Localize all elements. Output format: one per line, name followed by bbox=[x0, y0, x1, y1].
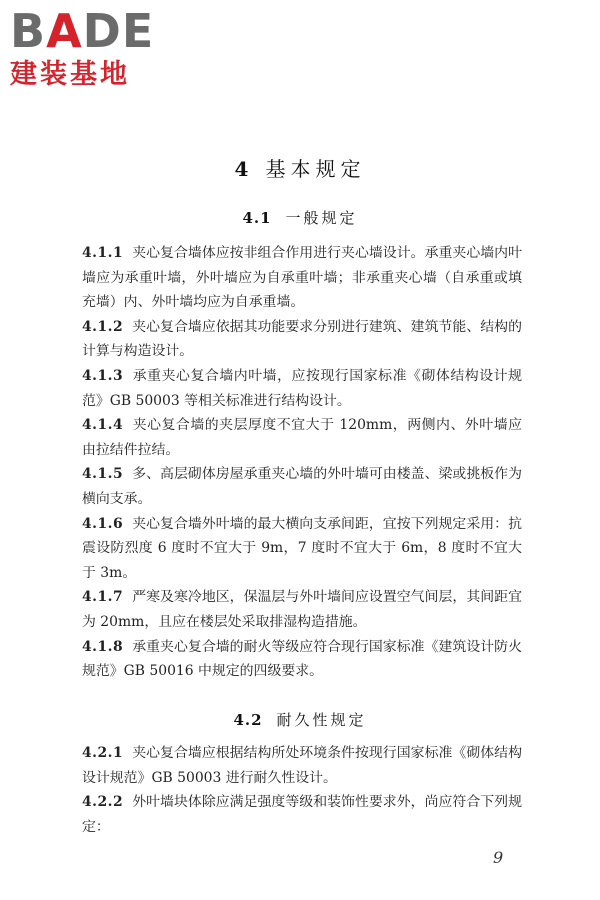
clause-number: 4.1.5 bbox=[82, 466, 124, 483]
clause-number: 4.1.7 bbox=[82, 589, 124, 606]
clause-text: 夹心复合墙应依据其功能要求分别进行建筑、建筑节能、结构的计算与构造设计。 bbox=[82, 318, 522, 360]
section-title bbox=[0, 207, 600, 228]
clause-text: 夹心复合墙体应按非组合作用进行夹心墙设计。承重夹心墙内叶墙应为承重叶墙，外叶墙应为自承重叶墙；非承重夹心墙（自承重或填充墙）内、外叶墙均应为自承重墙。 bbox=[82, 245, 522, 311]
page-number: 9 bbox=[493, 848, 504, 867]
logo-subtitle: 建装基地 bbox=[10, 59, 130, 90]
chapter-number: 4 bbox=[234, 157, 254, 181]
clause-number: 4.1.2 bbox=[82, 318, 124, 335]
logo-letter-accent: A bbox=[46, 4, 83, 58]
clause-4-1-1 bbox=[82, 241, 522, 315]
section-number: 4.1 bbox=[242, 209, 272, 227]
clause-text: 多、高层砌体房屋承重夹心墙的外叶墙可由楼盖、梁或挑板作为横向支承。 bbox=[82, 466, 522, 507]
chapter-title-text: 基本规定 bbox=[265, 157, 366, 181]
section-title bbox=[0, 709, 600, 730]
clause-number: 4.1.4 bbox=[82, 417, 124, 434]
clause-number: 4.2.1 bbox=[82, 745, 124, 761]
clause-text: 夹心复合墙的夹层厚度不宜大于 120mm，两侧内、外叶墙应由拉结件拉结。 bbox=[82, 417, 522, 458]
logo-letter: B bbox=[10, 4, 47, 58]
clause-4-1-4 bbox=[82, 413, 522, 462]
clause-number: 4.1.3 bbox=[82, 367, 124, 384]
clause-4-1-6 bbox=[82, 512, 522, 586]
logo-wordmark bbox=[10, 4, 155, 58]
logo bbox=[10, 4, 155, 92]
clause-4-2-2 bbox=[82, 790, 522, 839]
clause-text: 承重夹心复合墙内叶墙，应按现行国家标准《砌体结构设计规范》GB 50003 等相关标准进行结构设计。 bbox=[82, 367, 522, 409]
clause-text: 承重夹心复合墙的耐火等级应符合现行国家标准《建筑设计防火规范》GB 50016 中规定的四级要求。 bbox=[82, 638, 522, 680]
chapter-title bbox=[0, 153, 600, 182]
clause-4-2-1 bbox=[82, 741, 522, 790]
clause-4-1-8 bbox=[82, 635, 522, 684]
clause-text: 夹心复合墙外叶墙的最大横向支承间距，宜按下列规定采用：抗震设防烈度 6 度时不宜大于 9m，7 度时不宜大于 6m，8 度时不宜大于 3m。 bbox=[82, 515, 522, 581]
clause-text: 夹心复合墙应根据结构所处环境条件按现行国家标准《砌体结构设计规范》GB 50003 进行耐久性设计。 bbox=[82, 745, 522, 786]
clause-number: 4.1.8 bbox=[82, 638, 124, 655]
clause-4-1-7 bbox=[82, 585, 522, 634]
clause-4-1-5 bbox=[82, 462, 522, 511]
clause-number: 4.1.1 bbox=[82, 245, 124, 261]
logo-letter: DE bbox=[82, 4, 155, 58]
clause-list bbox=[82, 241, 522, 684]
section-title-text: 一般规定 bbox=[285, 209, 358, 227]
section-title-text: 耐久性规定 bbox=[276, 711, 367, 729]
section-number: 4.2 bbox=[233, 711, 263, 729]
clause-text: 外叶墙块体除应满足强度等级和装饰性要求外，尚应符合下列规定： bbox=[82, 794, 522, 835]
clause-text: 严寒及寒冷地区，保温层与外叶墙间应设置空气间层，其间距宜为 20mm，且应在楼层处采取排湿构造措施。 bbox=[82, 589, 522, 630]
clause-number: 4.1.6 bbox=[82, 515, 124, 532]
clause-4-1-3 bbox=[82, 364, 522, 413]
clause-list bbox=[82, 741, 522, 839]
clause-number: 4.2.2 bbox=[82, 794, 124, 811]
clause-4-1-2 bbox=[82, 315, 522, 364]
